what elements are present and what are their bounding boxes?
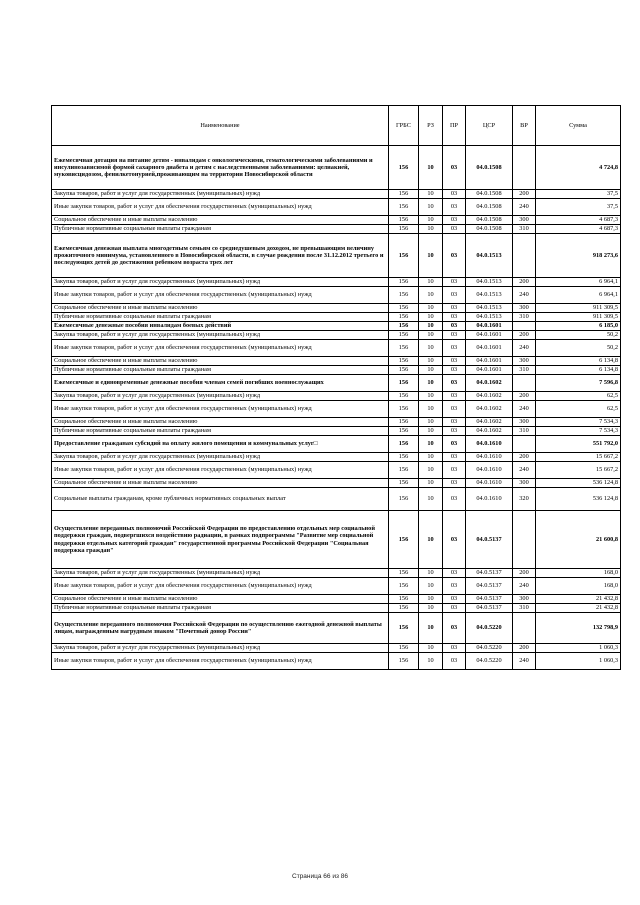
cell-name: Закупка товаров, работ и услуг для государственных (муниципальных) нужд	[52, 453, 389, 462]
cell-rz: 10	[419, 511, 443, 569]
cell-sum: 6 134,8	[536, 357, 621, 366]
cell-grbs: 156	[389, 190, 419, 199]
cell-name: Публичные нормативные социальные выплаты гражданам	[52, 427, 389, 436]
header-pr: ПР	[443, 106, 466, 146]
cell-vr: 300	[513, 595, 536, 604]
cell-sum: 7 534,3	[536, 418, 621, 427]
cell-name: Закупка товаров, работ и услуг для государственных (муниципальных) нужд	[52, 278, 389, 287]
cell-rz: 10	[419, 401, 443, 418]
cell-vr: 310	[513, 313, 536, 322]
cell-rz: 10	[419, 340, 443, 357]
table-row	[52, 453, 621, 462]
cell-pr: 03	[443, 375, 466, 392]
cell-sum: 37,5	[536, 199, 621, 216]
cell-grbs: 156	[389, 488, 419, 511]
cell-grbs: 156	[389, 613, 419, 644]
cell-csr: 04.0.1513	[466, 278, 513, 287]
cell-rz: 10	[419, 644, 443, 653]
cell-pr: 03	[443, 436, 466, 453]
table-row	[52, 375, 621, 392]
table-row	[52, 462, 621, 479]
cell-sum: 4 724,8	[536, 146, 621, 190]
cell-name: Закупка товаров, работ и услуг для государственных (муниципальных) нужд	[52, 331, 389, 340]
cell-csr: 04.0.5220	[466, 653, 513, 670]
cell-rz: 10	[419, 392, 443, 401]
cell-name: Предоставление гражданам субсидий на оплату жилого помещения и коммунальных услуг□	[52, 436, 389, 453]
cell-name: Закупка товаров, работ и услуг для государственных (муниципальных) нужд	[52, 644, 389, 653]
cell-vr: 310	[513, 366, 536, 375]
cell-name: Социальное обеспечение и иные выплаты населению	[52, 418, 389, 427]
cell-rz: 10	[419, 234, 443, 278]
cell-csr: 04.0.1513	[466, 287, 513, 304]
table-row	[52, 366, 621, 375]
cell-sum: 7 596,8	[536, 375, 621, 392]
cell-name: Иные закупки товаров, работ и услуг для обеспечения государственных (муниципальных) нужд	[52, 578, 389, 595]
cell-sum: 50,2	[536, 340, 621, 357]
cell-rz: 10	[419, 287, 443, 304]
cell-vr: 200	[513, 190, 536, 199]
cell-vr: 300	[513, 479, 536, 488]
cell-rz: 10	[419, 199, 443, 216]
cell-sum: 168,0	[536, 578, 621, 595]
cell-name: Иные закупки товаров, работ и услуг для обеспечения государственных (муниципальных) нужд	[52, 653, 389, 670]
page-number: Страница 66 из 86	[292, 873, 348, 880]
table-row	[52, 234, 621, 278]
cell-pr: 03	[443, 313, 466, 322]
cell-grbs: 156	[389, 366, 419, 375]
cell-pr: 03	[443, 613, 466, 644]
cell-rz: 10	[419, 331, 443, 340]
cell-rz: 10	[419, 613, 443, 644]
cell-pr: 03	[443, 304, 466, 313]
cell-grbs: 156	[389, 304, 419, 313]
cell-vr: 300	[513, 216, 536, 225]
cell-vr: 310	[513, 427, 536, 436]
cell-name: Социальное обеспечение и иные выплаты населению	[52, 216, 389, 225]
table-row	[52, 331, 621, 340]
cell-vr	[513, 234, 536, 278]
cell-pr: 03	[443, 287, 466, 304]
cell-vr	[513, 375, 536, 392]
cell-name: Иные закупки товаров, работ и услуг для обеспечения государственных (муниципальных) нужд	[52, 462, 389, 479]
cell-name: Закупка товаров, работ и услуг для государственных (муниципальных) нужд	[52, 190, 389, 199]
cell-pr: 03	[443, 322, 466, 331]
cell-csr: 04.0.1610	[466, 453, 513, 462]
cell-sum: 21 432,8	[536, 604, 621, 613]
cell-grbs: 156	[389, 146, 419, 190]
cell-csr: 04.0.1508	[466, 190, 513, 199]
cell-csr: 04.0.1508	[466, 199, 513, 216]
cell-pr: 03	[443, 488, 466, 511]
cell-pr: 03	[443, 225, 466, 234]
cell-csr: 04.0.5137	[466, 578, 513, 595]
table-row	[52, 392, 621, 401]
cell-pr: 03	[443, 418, 466, 427]
cell-vr: 240	[513, 287, 536, 304]
cell-sum: 4 687,3	[536, 216, 621, 225]
header-csr: ЦСР	[466, 106, 513, 146]
cell-rz: 10	[419, 436, 443, 453]
table-row	[52, 511, 621, 569]
cell-rz: 10	[419, 653, 443, 670]
cell-grbs: 156	[389, 340, 419, 357]
cell-rz: 10	[419, 604, 443, 613]
cell-vr: 300	[513, 304, 536, 313]
table-row	[52, 436, 621, 453]
cell-csr: 04.0.5137	[466, 604, 513, 613]
table-row	[52, 225, 621, 234]
cell-grbs: 156	[389, 595, 419, 604]
cell-csr: 04.0.1610	[466, 462, 513, 479]
cell-name: Закупка товаров, работ и услуг для государственных (муниципальных) нужд	[52, 569, 389, 578]
cell-csr: 04.0.5137	[466, 595, 513, 604]
cell-grbs: 156	[389, 322, 419, 331]
cell-pr: 03	[443, 331, 466, 340]
table-row	[52, 322, 621, 331]
table-header-row	[52, 106, 621, 146]
cell-sum: 15 667,2	[536, 453, 621, 462]
cell-csr: 04.0.5220	[466, 644, 513, 653]
cell-pr: 03	[443, 479, 466, 488]
cell-rz: 10	[419, 479, 443, 488]
table-row	[52, 278, 621, 287]
cell-name: Социальные выплаты гражданам, кроме публичных нормативных социальных выплат	[52, 488, 389, 511]
cell-grbs: 156	[389, 479, 419, 488]
cell-csr: 04.0.1610	[466, 488, 513, 511]
cell-pr: 03	[443, 569, 466, 578]
table-row	[52, 644, 621, 653]
cell-csr: 04.0.1508	[466, 216, 513, 225]
table-row	[52, 216, 621, 225]
cell-grbs: 156	[389, 644, 419, 653]
cell-csr: 04.0.1610	[466, 479, 513, 488]
cell-vr: 240	[513, 340, 536, 357]
cell-pr: 03	[443, 401, 466, 418]
table-body	[52, 146, 621, 670]
cell-rz: 10	[419, 427, 443, 436]
cell-pr: 03	[443, 340, 466, 357]
budget-table	[51, 105, 621, 670]
cell-csr: 04.0.1601	[466, 366, 513, 375]
cell-rz: 10	[419, 578, 443, 595]
cell-pr: 03	[443, 511, 466, 569]
cell-rz: 10	[419, 462, 443, 479]
cell-pr: 03	[443, 653, 466, 670]
table-row	[52, 199, 621, 216]
cell-grbs: 156	[389, 287, 419, 304]
table-row	[52, 479, 621, 488]
cell-csr: 04.0.1610	[466, 436, 513, 453]
cell-rz: 10	[419, 357, 443, 366]
table-row	[52, 357, 621, 366]
cell-rz: 10	[419, 225, 443, 234]
cell-vr	[513, 511, 536, 569]
cell-csr: 04.0.1513	[466, 313, 513, 322]
cell-sum: 536 124,8	[536, 479, 621, 488]
cell-sum: 4 687,3	[536, 225, 621, 234]
cell-pr: 03	[443, 278, 466, 287]
cell-rz: 10	[419, 278, 443, 287]
cell-grbs: 156	[389, 375, 419, 392]
cell-name: Осуществление переданных полномочий Российской Федерации по предоставлению отдельных мер социальной поддержки граждан, подвергшихся воздействию радиации, в рамках подпрограммы "Развитие мер социальной поддержки отдельных категорий граждан" государственной программы Российской Федерации "Социальная поддержка граждан"	[52, 511, 389, 569]
cell-rz: 10	[419, 595, 443, 604]
cell-vr: 320	[513, 488, 536, 511]
cell-pr: 03	[443, 604, 466, 613]
header-sum: Сумма	[536, 106, 621, 146]
cell-csr: 04.0.1601	[466, 357, 513, 366]
cell-csr: 04.0.5220	[466, 613, 513, 644]
cell-grbs: 156	[389, 569, 419, 578]
cell-sum: 21 432,8	[536, 595, 621, 604]
cell-vr: 200	[513, 392, 536, 401]
cell-vr: 240	[513, 401, 536, 418]
cell-sum: 6 964,1	[536, 278, 621, 287]
cell-grbs: 156	[389, 331, 419, 340]
cell-grbs: 156	[389, 216, 419, 225]
cell-vr: 200	[513, 278, 536, 287]
cell-name: Публичные нормативные социальные выплаты гражданам	[52, 604, 389, 613]
cell-sum: 6 185,0	[536, 322, 621, 331]
cell-sum: 551 792,0	[536, 436, 621, 453]
cell-rz: 10	[419, 322, 443, 331]
header-vr: ВР	[513, 106, 536, 146]
cell-sum: 62,5	[536, 401, 621, 418]
cell-name: Социальное обеспечение и иные выплаты населению	[52, 304, 389, 313]
cell-name: Ежемесячная дотация на питание детям - инвалидам с онкологическими, гематологическими заболеваниями и инсулинозависимой формой сахарного диабета и детям с наследственными заболеваниями: целиакией, муковисцидозом, фенилкетонурией,проживающим на территории Новосибирской области	[52, 146, 389, 190]
cell-vr: 240	[513, 462, 536, 479]
cell-pr: 03	[443, 578, 466, 595]
cell-sum: 132 798,9	[536, 613, 621, 644]
cell-name: Иные закупки товаров, работ и услуг для обеспечения государственных (муниципальных) нужд	[52, 340, 389, 357]
cell-sum: 37,5	[536, 190, 621, 199]
cell-rz: 10	[419, 313, 443, 322]
table-row	[52, 604, 621, 613]
cell-rz: 10	[419, 375, 443, 392]
cell-csr: 04.0.1601	[466, 322, 513, 331]
cell-vr	[513, 322, 536, 331]
cell-csr: 04.0.1602	[466, 392, 513, 401]
cell-vr	[513, 613, 536, 644]
cell-grbs: 156	[389, 511, 419, 569]
cell-grbs: 156	[389, 313, 419, 322]
table-row	[52, 569, 621, 578]
cell-grbs: 156	[389, 418, 419, 427]
cell-name: Ежемесячные денежные пособия инвалидам боевых действий	[52, 322, 389, 331]
cell-grbs: 156	[389, 604, 419, 613]
cell-grbs: 156	[389, 436, 419, 453]
cell-vr: 240	[513, 199, 536, 216]
header-name: Наименование	[52, 106, 389, 146]
cell-name: Иные закупки товаров, работ и услуг для обеспечения государственных (муниципальных) нужд	[52, 401, 389, 418]
cell-sum: 7 534,3	[536, 427, 621, 436]
cell-csr: 04.0.1513	[466, 304, 513, 313]
table-row	[52, 418, 621, 427]
cell-csr: 04.0.1508	[466, 146, 513, 190]
cell-rz: 10	[419, 418, 443, 427]
header-grbs: ГРБС	[389, 106, 419, 146]
table-row	[52, 578, 621, 595]
cell-csr: 04.0.1601	[466, 331, 513, 340]
table-row	[52, 595, 621, 604]
cell-pr: 03	[443, 392, 466, 401]
cell-name: Публичные нормативные социальные выплаты гражданам	[52, 313, 389, 322]
cell-vr: 310	[513, 604, 536, 613]
cell-grbs: 156	[389, 392, 419, 401]
cell-pr: 03	[443, 462, 466, 479]
cell-grbs: 156	[389, 225, 419, 234]
cell-rz: 10	[419, 569, 443, 578]
cell-grbs: 156	[389, 578, 419, 595]
cell-pr: 03	[443, 644, 466, 653]
cell-vr: 300	[513, 418, 536, 427]
cell-rz: 10	[419, 366, 443, 375]
cell-name: Публичные нормативные социальные выплаты гражданам	[52, 366, 389, 375]
cell-name: Социальное обеспечение и иные выплаты населению	[52, 479, 389, 488]
table-row	[52, 313, 621, 322]
cell-grbs: 156	[389, 401, 419, 418]
cell-grbs: 156	[389, 234, 419, 278]
cell-rz: 10	[419, 146, 443, 190]
cell-sum: 1 060,3	[536, 653, 621, 670]
cell-sum: 168,0	[536, 569, 621, 578]
cell-sum: 21 600,8	[536, 511, 621, 569]
cell-grbs: 156	[389, 199, 419, 216]
table-row	[52, 146, 621, 190]
cell-csr: 04.0.1601	[466, 340, 513, 357]
cell-sum: 918 273,6	[536, 234, 621, 278]
cell-csr: 04.0.1602	[466, 375, 513, 392]
cell-grbs: 156	[389, 278, 419, 287]
cell-vr: 200	[513, 644, 536, 653]
cell-name: Закупка товаров, работ и услуг для государственных (муниципальных) нужд	[52, 392, 389, 401]
cell-grbs: 156	[389, 653, 419, 670]
cell-name: Публичные нормативные социальные выплаты гражданам	[52, 225, 389, 234]
cell-name: Ежемесячные и единовременные денежные пособия членам семей погибших военнослужащих	[52, 375, 389, 392]
cell-vr: 240	[513, 578, 536, 595]
cell-sum: 1 060,3	[536, 644, 621, 653]
table-row	[52, 190, 621, 199]
cell-csr: 04.0.1602	[466, 418, 513, 427]
table-row	[52, 401, 621, 418]
table-row	[52, 287, 621, 304]
table-row	[52, 488, 621, 511]
cell-sum: 911 309,5	[536, 313, 621, 322]
cell-sum: 6 964,1	[536, 287, 621, 304]
cell-csr: 04.0.5137	[466, 569, 513, 578]
cell-pr: 03	[443, 366, 466, 375]
cell-vr	[513, 436, 536, 453]
cell-pr: 03	[443, 453, 466, 462]
cell-pr: 03	[443, 146, 466, 190]
cell-name: Иные закупки товаров, работ и услуг для обеспечения государственных (муниципальных) нужд	[52, 199, 389, 216]
cell-vr: 310	[513, 225, 536, 234]
cell-pr: 03	[443, 234, 466, 278]
cell-name: Осуществление переданного полномочия Российской Федерации по осуществлению ежегодной денежной выплаты лицам, награжденным нагрудным знаком "Почетный донор России"	[52, 613, 389, 644]
table-row	[52, 613, 621, 644]
cell-sum: 6 134,8	[536, 366, 621, 375]
cell-pr: 03	[443, 199, 466, 216]
table-row	[52, 653, 621, 670]
cell-grbs: 156	[389, 357, 419, 366]
cell-sum: 50,2	[536, 331, 621, 340]
table-row	[52, 340, 621, 357]
cell-rz: 10	[419, 190, 443, 199]
cell-pr: 03	[443, 357, 466, 366]
cell-grbs: 156	[389, 453, 419, 462]
cell-pr: 03	[443, 595, 466, 604]
cell-sum: 536 124,8	[536, 488, 621, 511]
cell-csr: 04.0.1602	[466, 427, 513, 436]
cell-csr: 04.0.5137	[466, 511, 513, 569]
table-row	[52, 304, 621, 313]
cell-pr: 03	[443, 190, 466, 199]
cell-name: Ежемесячная денежная выплата многодетным семьям со среднедушевым доходом, не превышающим величину прожиточного минимума, установленного в Новосибирской области, в случае рождения после 31.12.2012 третьего и последующих детей до достижения ребенком возраста трех лет	[52, 234, 389, 278]
cell-vr: 200	[513, 331, 536, 340]
cell-pr: 03	[443, 427, 466, 436]
cell-vr	[513, 146, 536, 190]
cell-vr: 240	[513, 653, 536, 670]
cell-csr: 04.0.1513	[466, 234, 513, 278]
cell-sum: 15 667,2	[536, 462, 621, 479]
cell-csr: 04.0.1508	[466, 225, 513, 234]
cell-rz: 10	[419, 453, 443, 462]
table-row	[52, 427, 621, 436]
cell-vr: 300	[513, 357, 536, 366]
cell-rz: 10	[419, 304, 443, 313]
cell-rz: 10	[419, 488, 443, 511]
cell-name: Социальное обеспечение и иные выплаты населению	[52, 595, 389, 604]
cell-sum: 62,5	[536, 392, 621, 401]
cell-vr: 200	[513, 453, 536, 462]
cell-pr: 03	[443, 216, 466, 225]
cell-grbs: 156	[389, 427, 419, 436]
cell-vr: 200	[513, 569, 536, 578]
cell-csr: 04.0.1602	[466, 401, 513, 418]
cell-sum: 911 309,5	[536, 304, 621, 313]
cell-grbs: 156	[389, 462, 419, 479]
header-rz: РЗ	[419, 106, 443, 146]
cell-name: Социальное обеспечение и иные выплаты населению	[52, 357, 389, 366]
cell-name: Иные закупки товаров, работ и услуг для обеспечения государственных (муниципальных) нужд	[52, 287, 389, 304]
cell-rz: 10	[419, 216, 443, 225]
